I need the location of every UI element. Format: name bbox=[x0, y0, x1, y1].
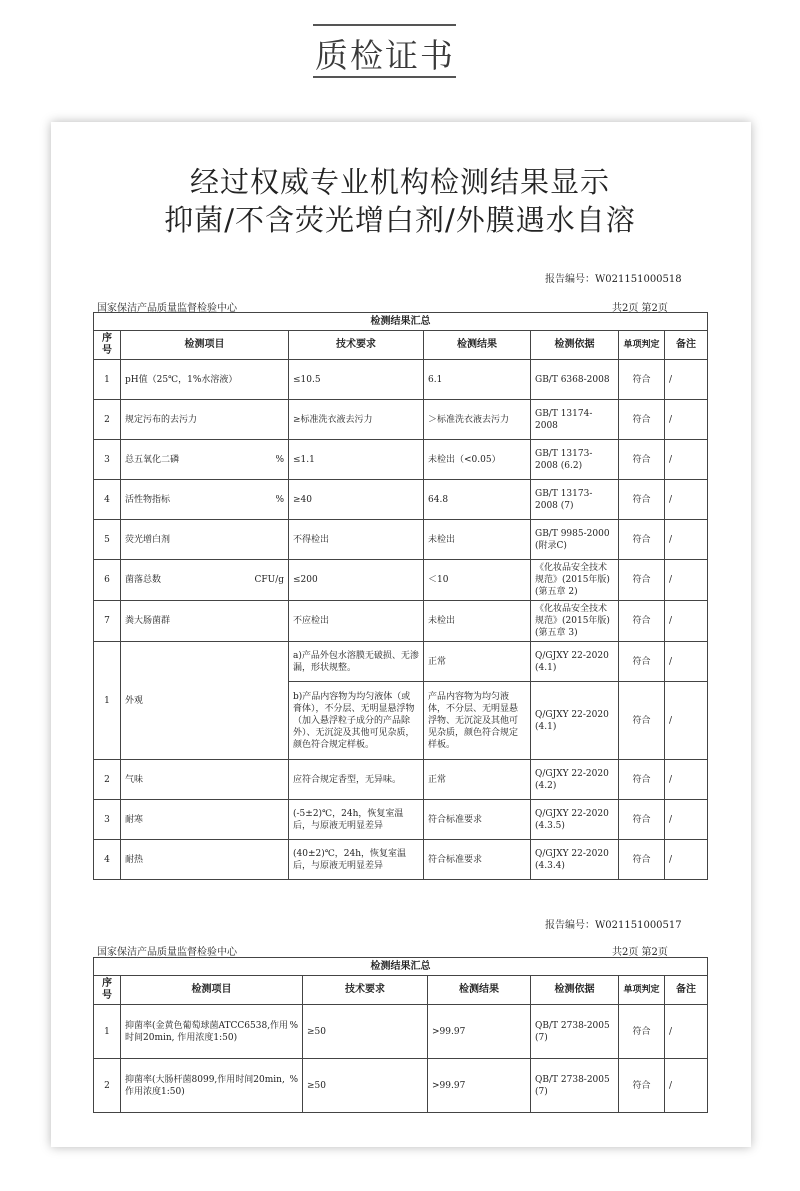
cell-no: 3 bbox=[94, 800, 121, 840]
cell-item-text: 抑菌率(大肠杆菌8099,作用时间20min, 作用浓度1:50) bbox=[125, 1074, 285, 1097]
cell-item-text: 菌落总数 bbox=[125, 575, 162, 585]
cell-requirement: 不应检出 bbox=[289, 601, 424, 642]
cell-note: / bbox=[665, 480, 708, 520]
col-header: 序号 bbox=[94, 976, 121, 1005]
table-row bbox=[94, 800, 708, 840]
cell-requirement: ≤200 bbox=[289, 560, 424, 601]
cell-item-text: 耐热 bbox=[125, 854, 144, 865]
cell-item-text: 规定污布的去污力 bbox=[125, 414, 198, 425]
cell-basis: QB/T 2738-2005 (7) bbox=[531, 1005, 619, 1059]
cell-no: 2 bbox=[94, 400, 121, 440]
table-row bbox=[94, 440, 708, 480]
cell-basis: Q/GJXY 22-2020 (4.1) bbox=[531, 642, 619, 682]
table-row bbox=[94, 520, 708, 560]
cell-note: / bbox=[665, 760, 708, 800]
cell-requirement: 不得检出 bbox=[289, 520, 424, 560]
cell-item bbox=[121, 480, 289, 520]
col-header: 检测结果 bbox=[428, 976, 531, 1005]
col-header: 单项判定 bbox=[619, 331, 665, 360]
col-header: 备注 bbox=[665, 976, 708, 1005]
cell-unit: % bbox=[289, 1074, 298, 1085]
cell-judgement: 符合 bbox=[619, 642, 665, 682]
cell-note: / bbox=[665, 400, 708, 440]
report2-caption: 检测结果汇总 bbox=[94, 958, 708, 976]
cell-result: 产品内容物为均匀液体，不分层、无明显悬浮物、无沉淀及其他可见杂质，颜色符合规定样板。 bbox=[424, 682, 531, 760]
cell-result: 6.1 bbox=[424, 360, 531, 400]
col-header: 序号 bbox=[94, 331, 121, 360]
cell-note: / bbox=[665, 520, 708, 560]
table-row bbox=[94, 360, 708, 400]
report2-table bbox=[93, 957, 708, 1113]
cell-judgement: 符合 bbox=[619, 480, 665, 520]
table-row bbox=[94, 480, 708, 520]
cell-result: 64.8 bbox=[424, 480, 531, 520]
cell-basis: Q/GJXY 22-2020 (4.3.4) bbox=[531, 840, 619, 880]
cell-basis: QB/T 2738-2005 (7) bbox=[531, 1059, 619, 1113]
cell-note: / bbox=[665, 642, 708, 682]
col-header: 检测项目 bbox=[121, 331, 289, 360]
cell-result: 未检出（<0.05） bbox=[424, 440, 531, 480]
cell-basis: 《化妆品安全技术规范》(2015年版)(第五章 3) bbox=[531, 601, 619, 642]
cell-result: 正常 bbox=[424, 760, 531, 800]
cell-item-text: 气味 bbox=[125, 774, 144, 785]
header-rule-top bbox=[313, 24, 456, 26]
cell-judgement: 符合 bbox=[619, 440, 665, 480]
table-row bbox=[94, 400, 708, 440]
cell-item-text: 耐寒 bbox=[125, 814, 144, 825]
cell-basis: Q/GJXY 22-2020 (4.2) bbox=[531, 760, 619, 800]
cell-no: 7 bbox=[94, 601, 121, 642]
cell-judgement: 符合 bbox=[619, 1059, 665, 1113]
cell-requirement: ≤10.5 bbox=[289, 360, 424, 400]
cell-note: / bbox=[665, 1005, 708, 1059]
col-header: 检测依据 bbox=[531, 976, 619, 1005]
cell-requirement: b)产品内容物为均匀液体（或膏体），不分层、无明显悬浮物（加入悬浮粒子成分的产品除外）、无沉淀及其他可见杂质，颜色符合规定样板。 bbox=[289, 682, 424, 760]
cell-unit: % bbox=[275, 494, 284, 505]
cell-no: 1 bbox=[94, 360, 121, 400]
cell-requirement: (-5±2)℃，24h，恢复室温后，与原液无明显差异 bbox=[289, 800, 424, 840]
report1-caption: 检测结果汇总 bbox=[94, 313, 708, 331]
cell-no: 4 bbox=[94, 840, 121, 880]
cell-item bbox=[121, 1059, 303, 1113]
cell-item bbox=[121, 360, 289, 400]
cell-result: 未检出 bbox=[424, 601, 531, 642]
cell-item-text: 总五氧化二磷 bbox=[125, 454, 180, 465]
table-row bbox=[94, 1059, 708, 1113]
table-row bbox=[94, 760, 708, 800]
cell-note: / bbox=[665, 1059, 708, 1113]
cell-no: 2 bbox=[94, 760, 121, 800]
cell-no: 5 bbox=[94, 520, 121, 560]
cell-item bbox=[121, 560, 289, 601]
cell-note: / bbox=[665, 440, 708, 480]
col-header: 检测结果 bbox=[424, 331, 531, 360]
table-row bbox=[94, 840, 708, 880]
cell-result: ＞标准洗衣液去污力 bbox=[424, 400, 531, 440]
cell-judgement: 符合 bbox=[619, 400, 665, 440]
cell-note: / bbox=[665, 682, 708, 760]
cell-requirement: ≥40 bbox=[289, 480, 424, 520]
cell-item bbox=[121, 800, 289, 840]
report2-org: 国家保洁产品质量监督检验中心 bbox=[97, 947, 237, 958]
cell-note: / bbox=[665, 360, 708, 400]
cell-result: ＜10 bbox=[424, 560, 531, 601]
cell-judgement: 符合 bbox=[619, 520, 665, 560]
cell-judgement: 符合 bbox=[619, 1005, 665, 1059]
cell-result: 未检出 bbox=[424, 520, 531, 560]
cell-item bbox=[121, 520, 289, 560]
cell-no: 2 bbox=[94, 1059, 121, 1113]
cell-unit: % bbox=[275, 454, 284, 465]
cell-item bbox=[121, 840, 289, 880]
cell-result: 正常 bbox=[424, 642, 531, 682]
cell-note: / bbox=[665, 560, 708, 601]
report1-org: 国家保洁产品质量监督检验中心 bbox=[97, 303, 237, 314]
table-row bbox=[94, 642, 708, 682]
cell-item-text: 荧光增白剂 bbox=[125, 534, 171, 545]
page-title: 质检证书 bbox=[315, 36, 455, 75]
report1-page: 共2页 第2页 bbox=[612, 303, 668, 314]
report1-table bbox=[93, 312, 708, 880]
cell-judgement: 符合 bbox=[619, 800, 665, 840]
cell-judgement: 符合 bbox=[619, 760, 665, 800]
col-header: 单项判定 bbox=[619, 976, 665, 1005]
col-header: 技术要求 bbox=[289, 331, 424, 360]
cell-requirement: ≥50 bbox=[303, 1059, 428, 1113]
cell-result: 符合标准要求 bbox=[424, 840, 531, 880]
table-row bbox=[94, 601, 708, 642]
cell-note: / bbox=[665, 840, 708, 880]
cell-note: / bbox=[665, 800, 708, 840]
cell-basis: GB/T 6368-2008 bbox=[531, 360, 619, 400]
cell-judgement: 符合 bbox=[619, 682, 665, 760]
cell-item-text: 活性物指标 bbox=[125, 494, 171, 505]
cell-item bbox=[121, 601, 289, 642]
cell-no: 6 bbox=[94, 560, 121, 601]
header bbox=[0, 0, 800, 110]
cell-basis: GB/T 13174-2008 bbox=[531, 400, 619, 440]
cell-item: 外观 bbox=[121, 642, 289, 760]
table-row bbox=[94, 560, 708, 601]
cell-judgement: 符合 bbox=[619, 360, 665, 400]
cell-item-text: pH值（25℃，1%水溶液） bbox=[125, 374, 238, 385]
cell-basis: Q/GJXY 22-2020 (4.1) bbox=[531, 682, 619, 760]
cell-result: 符合标准要求 bbox=[424, 800, 531, 840]
table-row bbox=[94, 1005, 708, 1059]
cell-basis: GB/T 13173-2008 (6.2) bbox=[531, 440, 619, 480]
cell-judgement: 符合 bbox=[619, 601, 665, 642]
cell-requirement: ≥50 bbox=[303, 1005, 428, 1059]
cell-no: 1 bbox=[94, 1005, 121, 1059]
cell-requirement: a)产品外包水溶膜无破损、无渗漏，形状规整。 bbox=[289, 642, 424, 682]
cell-requirement: 应符合规定香型，无异味。 bbox=[289, 760, 424, 800]
cell-basis: GB/T 9985-2000 (附录C) bbox=[531, 520, 619, 560]
cell-basis: GB/T 13173-2008 (7) bbox=[531, 480, 619, 520]
cell-judgement: 符合 bbox=[619, 560, 665, 601]
cell-item bbox=[121, 760, 289, 800]
cell-item bbox=[121, 400, 289, 440]
cell-unit: % bbox=[289, 1020, 298, 1031]
col-header: 备注 bbox=[665, 331, 708, 360]
cell-item-text: 抑菌率(金黄色葡萄球菌ATCC6538,作用时间20min, 作用浓度1:50) bbox=[125, 1020, 289, 1043]
report2-number: 报告编号：W021151000517 bbox=[545, 920, 682, 931]
col-header: 检测依据 bbox=[531, 331, 619, 360]
cell-requirement: ≤1.1 bbox=[289, 440, 424, 480]
cell-basis: Q/GJXY 22-2020 (4.3.5) bbox=[531, 800, 619, 840]
cell-result: >99.97 bbox=[428, 1059, 531, 1113]
cell-unit: CFU/g bbox=[254, 575, 284, 585]
report2-page: 共2页 第2页 bbox=[612, 947, 668, 958]
cell-basis: 《化妆品安全技术规范》(2015年版)(第五章 2) bbox=[531, 560, 619, 601]
headline-line2: 抑菌/不含荧光增白剂/外膜遇水自溶 bbox=[164, 203, 636, 237]
col-header: 检测项目 bbox=[121, 976, 303, 1005]
headline-line1: 经过权威专业机构检测结果显示 bbox=[189, 165, 610, 199]
cell-note: / bbox=[665, 601, 708, 642]
header-rule-bottom bbox=[313, 76, 456, 78]
cell-judgement: 符合 bbox=[619, 840, 665, 880]
cell-requirement: ≥标准洗衣液去污力 bbox=[289, 400, 424, 440]
cell-result: >99.97 bbox=[428, 1005, 531, 1059]
cell-no: 1 bbox=[94, 642, 121, 760]
col-header: 技术要求 bbox=[303, 976, 428, 1005]
cell-no: 3 bbox=[94, 440, 121, 480]
cell-no: 4 bbox=[94, 480, 121, 520]
cell-item-text: 粪大肠菌群 bbox=[125, 616, 171, 626]
report1-number: 报告编号：W021151000518 bbox=[545, 274, 682, 285]
cell-requirement: (40±2)℃，24h，恢复室温后，与原液无明显差异 bbox=[289, 840, 424, 880]
cell-item bbox=[121, 440, 289, 480]
cell-item bbox=[121, 1005, 303, 1059]
